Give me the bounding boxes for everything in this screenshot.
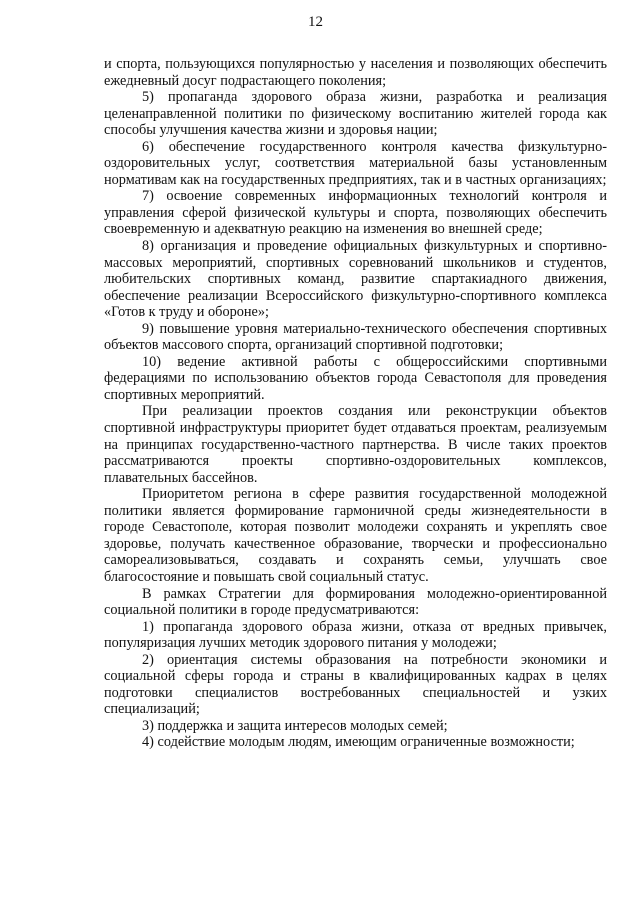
paragraph: 1) пропаганда здорового образа жизни, отказа от вредных привычек, популяризация лучших методик здорового питания у молодежи;: [104, 618, 607, 652]
paragraph: 7) освоение современных информационных технологий контроля и управления сферой физической культуры и спорта, позволяющих обеспечить своевременную и адекватную реакцию на изменения во внешней среде;: [104, 188, 607, 238]
paragraph: 8) организация и проведение официальных физкультурных и спортивно-массовых мероприятий, спортивных соревнований школьников и студентов, любительских спортивных команд, развитие спартакиадного движения, обеспечение реализации Всероссийского физкультурно-спортивного комплекса «Готов к труду и обороне»;: [104, 238, 607, 321]
paragraph: 5) пропаганда здорового образа жизни, разработка и реализация целенаправленной политики по физическому воспитанию жителей города как способы улучшения качества жизни и здоровья нации;: [104, 89, 607, 139]
paragraph: Приоритетом региона в сфере развития государственной молодежной политики является формирование гармоничной среды жизнедеятельности в городе Севастополе, которая позволит молодежи сохранять и укреплять свое здоровье, получать качественное образование, творчески и профессионально самореализовываться, создавать и сохранять семьи, улучшать свое благосостояние и повышать свой социальный статус.: [104, 486, 607, 585]
paragraph: 10) ведение активной работы с общероссийскими спортивными федерациями по использованию объектов города Севастополя для проведения спортивных мероприятий.: [104, 353, 607, 403]
paragraph: и спорта, пользующихся популярностью у населения и позволяющих обеспечить ежедневный досуг подрастающего поколения;: [104, 56, 607, 89]
page-number: 12: [308, 14, 323, 30]
paragraph: 2) ориентация системы образования на потребности экономики и социальной сферы города и страны в квалифицированных кадрах в целях подготовки специалистов востребованных специальностей и узких специализаций;: [104, 651, 607, 718]
document-body: [104, 56, 607, 751]
paragraph: 6) обеспечение государственного контроля качества физкультурно-оздоровительных услуг, соответствия материальной базы установленным нормативам как на государственных предприятиях, так и в частных организациях;: [104, 138, 607, 188]
paragraph: В рамках Стратегии для формирования молодежно-ориентированной социальной политики в городе предусматриваются:: [104, 585, 607, 619]
paragraph: 4) содействие молодым людям, имеющим ограниченные возможности;: [142, 734, 575, 751]
paragraph: При реализации проектов создания или реконструкции объектов спортивной инфраструктуры приоритет будет отдаваться проектам, реализуемым на принципах государственно-частного партнерства. В числе таких проектов рассматриваются проекты спортивно-оздоровительных комплексов, плавательных бассейнов.: [104, 403, 607, 486]
paragraph: 9) повышение уровня материально-технического обеспечения спортивных объектов массового спорта, организаций спортивной подготовки;: [104, 320, 607, 354]
paragraph: 3) поддержка и защита интересов молодых семей;: [142, 717, 448, 734]
